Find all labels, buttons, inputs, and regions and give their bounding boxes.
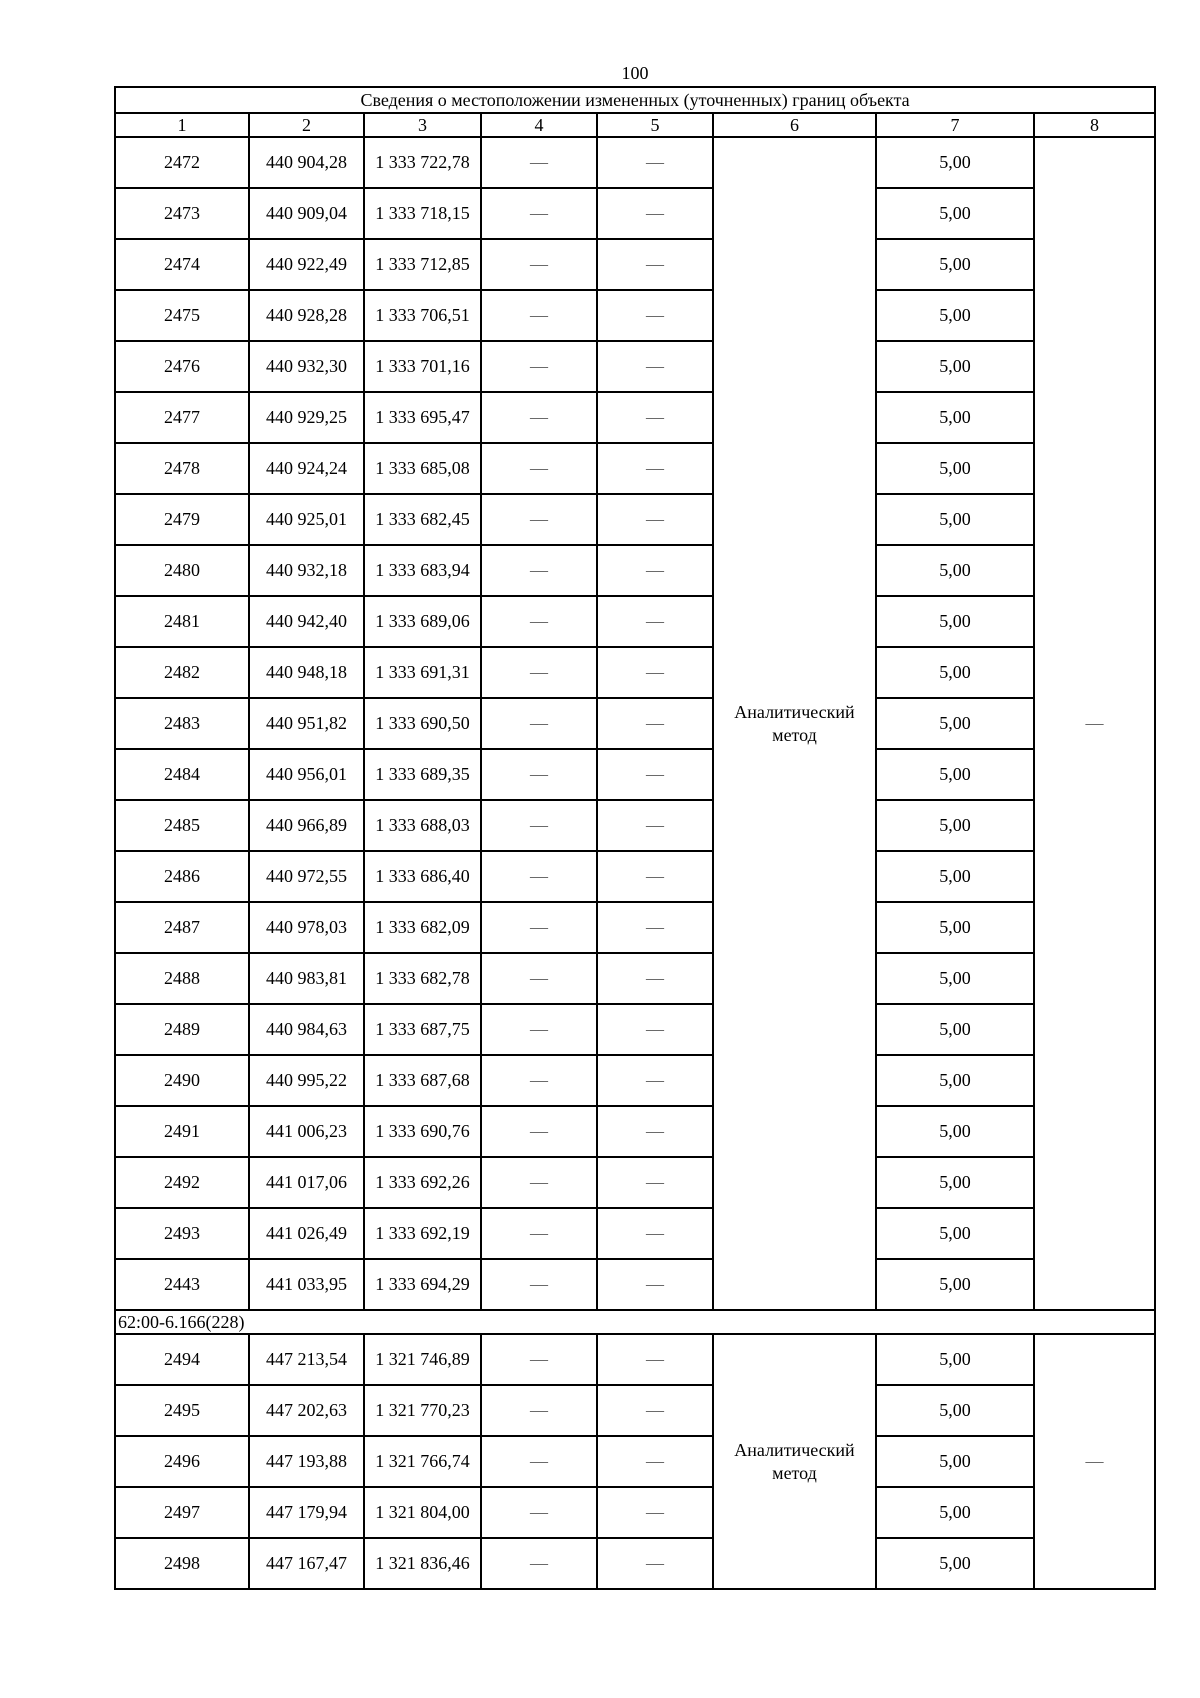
accuracy-cell: 5,00 (876, 698, 1034, 749)
point-number-cell: 2484 (115, 749, 249, 800)
table-row (115, 1259, 1155, 1310)
table-row (115, 1157, 1155, 1208)
y-coordinate-cell: 1 333 712,85 (364, 239, 481, 290)
column-5-cell: — (597, 698, 713, 749)
accuracy-cell: 5,00 (876, 1157, 1034, 1208)
column-5-cell: — (597, 851, 713, 902)
column-4-cell: — (481, 1334, 597, 1385)
x-coordinate-cell: 440 942,40 (249, 596, 364, 647)
column-4-cell: — (481, 851, 597, 902)
table-row (115, 137, 1155, 188)
column-5-cell: — (597, 1055, 713, 1106)
accuracy-cell: 5,00 (876, 290, 1034, 341)
y-coordinate-cell: 1 333 694,29 (364, 1259, 481, 1310)
y-coordinate-cell: 1 333 682,09 (364, 902, 481, 953)
column-4-cell: — (481, 1385, 597, 1436)
accuracy-cell: 5,00 (876, 851, 1034, 902)
table-row (115, 647, 1155, 698)
method-cell: Аналитический метод (713, 1334, 876, 1589)
point-number-cell: 2474 (115, 239, 249, 290)
table-row (115, 1385, 1155, 1436)
x-coordinate-cell: 440 924,24 (249, 443, 364, 494)
accuracy-cell: 5,00 (876, 800, 1034, 851)
y-coordinate-cell: 1 333 689,35 (364, 749, 481, 800)
column-5-cell: — (597, 137, 713, 188)
point-number-cell: 2473 (115, 188, 249, 239)
column-5-cell: — (597, 1208, 713, 1259)
y-coordinate-cell: 1 333 706,51 (364, 290, 481, 341)
column-4-cell: — (481, 698, 597, 749)
accuracy-cell: 5,00 (876, 1334, 1034, 1385)
y-coordinate-cell: 1 333 718,15 (364, 188, 481, 239)
column-4-cell: — (481, 494, 597, 545)
column-5-cell: — (597, 800, 713, 851)
table-row (115, 1436, 1155, 1487)
point-number-cell: 2490 (115, 1055, 249, 1106)
point-number-cell: 2493 (115, 1208, 249, 1259)
column-5-cell: — (597, 749, 713, 800)
column-4-cell: — (481, 800, 597, 851)
table-row (115, 239, 1155, 290)
table-row (115, 290, 1155, 341)
x-coordinate-cell: 441 026,49 (249, 1208, 364, 1259)
point-number-cell: 2495 (115, 1385, 249, 1436)
y-coordinate-cell: 1 333 692,26 (364, 1157, 481, 1208)
column-5-cell: — (597, 1157, 713, 1208)
point-number-cell: 2476 (115, 341, 249, 392)
y-coordinate-cell: 1 333 686,40 (364, 851, 481, 902)
y-coordinate-cell: 1 321 766,74 (364, 1436, 481, 1487)
x-coordinate-cell: 440 983,81 (249, 953, 364, 1004)
accuracy-cell: 5,00 (876, 1004, 1034, 1055)
y-coordinate-cell: 1 321 804,00 (364, 1487, 481, 1538)
point-number-cell: 2497 (115, 1487, 249, 1538)
x-coordinate-cell: 440 932,18 (249, 545, 364, 596)
column-4-cell: — (481, 647, 597, 698)
section-label: 62:00-6.166(228) (115, 1310, 1155, 1334)
table-row (115, 1487, 1155, 1538)
accuracy-cell: 5,00 (876, 1259, 1034, 1310)
accuracy-cell: 5,00 (876, 1055, 1034, 1106)
table-row (115, 1004, 1155, 1055)
table-row (115, 1538, 1155, 1589)
column-4-cell: — (481, 1208, 597, 1259)
column-number-3: 3 (364, 113, 481, 137)
table-row (115, 749, 1155, 800)
accuracy-cell: 5,00 (876, 902, 1034, 953)
y-coordinate-cell: 1 333 695,47 (364, 392, 481, 443)
column-5-cell: — (597, 1385, 713, 1436)
accuracy-cell: 5,00 (876, 647, 1034, 698)
y-coordinate-cell: 1 333 689,06 (364, 596, 481, 647)
column-number-6: 6 (713, 113, 876, 137)
point-number-cell: 2478 (115, 443, 249, 494)
accuracy-cell: 5,00 (876, 1208, 1034, 1259)
y-coordinate-cell: 1 333 682,78 (364, 953, 481, 1004)
y-coordinate-cell: 1 333 692,19 (364, 1208, 481, 1259)
column-4-cell: — (481, 749, 597, 800)
x-coordinate-cell: 440 904,28 (249, 137, 364, 188)
table-row (115, 1334, 1155, 1385)
y-coordinate-cell: 1 333 691,31 (364, 647, 481, 698)
table-row (115, 698, 1155, 749)
y-coordinate-cell: 1 333 690,76 (364, 1106, 481, 1157)
point-number-cell: 2481 (115, 596, 249, 647)
column-5-cell: — (597, 443, 713, 494)
table-row (115, 1055, 1155, 1106)
y-coordinate-cell: 1 333 701,16 (364, 341, 481, 392)
y-coordinate-cell: 1 333 683,94 (364, 545, 481, 596)
column-number-4: 4 (481, 113, 597, 137)
point-number-cell: 2486 (115, 851, 249, 902)
y-coordinate-cell: 1 333 687,75 (364, 1004, 481, 1055)
accuracy-cell: 5,00 (876, 137, 1034, 188)
method-cell: Аналитический метод (713, 137, 876, 1310)
column-4-cell: — (481, 188, 597, 239)
point-number-cell: 2496 (115, 1436, 249, 1487)
y-coordinate-cell: 1 321 770,23 (364, 1385, 481, 1436)
table-title: Сведения о местоположении измененных (уточненных) границ объекта (115, 87, 1155, 113)
table-row (115, 341, 1155, 392)
accuracy-cell: 5,00 (876, 239, 1034, 290)
column-4-cell: — (481, 596, 597, 647)
column-5-cell: — (597, 1004, 713, 1055)
point-number-cell: 2489 (115, 1004, 249, 1055)
section-label-row (115, 1310, 1155, 1334)
accuracy-cell: 5,00 (876, 1385, 1034, 1436)
accuracy-cell: 5,00 (876, 1538, 1034, 1589)
column-5-cell: — (597, 1106, 713, 1157)
table-row (115, 1106, 1155, 1157)
column-number-5: 5 (597, 113, 713, 137)
accuracy-cell: 5,00 (876, 953, 1034, 1004)
point-number-cell: 2492 (115, 1157, 249, 1208)
column-4-cell: — (481, 1106, 597, 1157)
y-coordinate-cell: 1 333 687,68 (364, 1055, 481, 1106)
column-4-cell: — (481, 1487, 597, 1538)
column-5-cell: — (597, 494, 713, 545)
accuracy-cell: 5,00 (876, 1436, 1034, 1487)
column-5-cell: — (597, 1334, 713, 1385)
accuracy-cell: 5,00 (876, 494, 1034, 545)
column-4-cell: — (481, 953, 597, 1004)
x-coordinate-cell: 447 213,54 (249, 1334, 364, 1385)
point-number-cell: 2479 (115, 494, 249, 545)
column-5-cell: — (597, 1436, 713, 1487)
column-4-cell: — (481, 239, 597, 290)
x-coordinate-cell: 440 951,82 (249, 698, 364, 749)
x-coordinate-cell: 447 193,88 (249, 1436, 364, 1487)
column-4-cell: — (481, 443, 597, 494)
table-row (115, 443, 1155, 494)
x-coordinate-cell: 440 972,55 (249, 851, 364, 902)
column-number-7: 7 (876, 113, 1034, 137)
x-coordinate-cell: 447 167,47 (249, 1538, 364, 1589)
column-4-cell: — (481, 1157, 597, 1208)
point-number-cell: 2485 (115, 800, 249, 851)
table-row (115, 1208, 1155, 1259)
point-number-cell: 2475 (115, 290, 249, 341)
column-5-cell: — (597, 545, 713, 596)
table-row (115, 188, 1155, 239)
column-number-1: 1 (115, 113, 249, 137)
column-4-cell: — (481, 392, 597, 443)
x-coordinate-cell: 440 995,22 (249, 1055, 364, 1106)
point-number-cell: 2443 (115, 1259, 249, 1310)
table-row (115, 392, 1155, 443)
boundary-coordinates-table (114, 86, 1156, 1590)
table-row (115, 596, 1155, 647)
column-8-cell: — (1034, 137, 1155, 1310)
y-coordinate-cell: 1 333 722,78 (364, 137, 481, 188)
table-row (115, 902, 1155, 953)
accuracy-cell: 5,00 (876, 596, 1034, 647)
point-number-cell: 2487 (115, 902, 249, 953)
column-4-cell: — (481, 1004, 597, 1055)
page-number: 100 (621, 63, 649, 83)
column-5-cell: — (597, 290, 713, 341)
column-5-cell: — (597, 341, 713, 392)
point-number-cell: 2488 (115, 953, 249, 1004)
x-coordinate-cell: 440 928,28 (249, 290, 364, 341)
column-number-row (115, 113, 1155, 137)
column-4-cell: — (481, 1436, 597, 1487)
x-coordinate-cell: 440 925,01 (249, 494, 364, 545)
table-row (115, 494, 1155, 545)
column-4-cell: — (481, 902, 597, 953)
table-row (115, 953, 1155, 1004)
column-5-cell: — (597, 596, 713, 647)
column-5-cell: — (597, 1487, 713, 1538)
column-4-cell: — (481, 545, 597, 596)
point-number-cell: 2498 (115, 1538, 249, 1589)
x-coordinate-cell: 447 179,94 (249, 1487, 364, 1538)
column-5-cell: — (597, 239, 713, 290)
point-number-cell: 2477 (115, 392, 249, 443)
accuracy-cell: 5,00 (876, 749, 1034, 800)
column-5-cell: — (597, 1259, 713, 1310)
accuracy-cell: 5,00 (876, 443, 1034, 494)
x-coordinate-cell: 440 929,25 (249, 392, 364, 443)
x-coordinate-cell: 440 984,63 (249, 1004, 364, 1055)
x-coordinate-cell: 440 966,89 (249, 800, 364, 851)
column-4-cell: — (481, 1259, 597, 1310)
accuracy-cell: 5,00 (876, 392, 1034, 443)
x-coordinate-cell: 441 017,06 (249, 1157, 364, 1208)
column-5-cell: — (597, 392, 713, 443)
point-number-cell: 2482 (115, 647, 249, 698)
x-coordinate-cell: 441 006,23 (249, 1106, 364, 1157)
y-coordinate-cell: 1 333 688,03 (364, 800, 481, 851)
accuracy-cell: 5,00 (876, 1106, 1034, 1157)
x-coordinate-cell: 440 932,30 (249, 341, 364, 392)
column-5-cell: — (597, 1538, 713, 1589)
x-coordinate-cell: 447 202,63 (249, 1385, 364, 1436)
column-4-cell: — (481, 341, 597, 392)
y-coordinate-cell: 1 333 690,50 (364, 698, 481, 749)
point-number-cell: 2494 (115, 1334, 249, 1385)
x-coordinate-cell: 440 978,03 (249, 902, 364, 953)
y-coordinate-cell: 1 333 685,08 (364, 443, 481, 494)
column-5-cell: — (597, 188, 713, 239)
y-coordinate-cell: 1 321 836,46 (364, 1538, 481, 1589)
column-4-cell: — (481, 1538, 597, 1589)
accuracy-cell: 5,00 (876, 545, 1034, 596)
y-coordinate-cell: 1 333 682,45 (364, 494, 481, 545)
accuracy-cell: 5,00 (876, 1487, 1034, 1538)
point-number-cell: 2491 (115, 1106, 249, 1157)
column-5-cell: — (597, 902, 713, 953)
column-5-cell: — (597, 647, 713, 698)
table-row (115, 545, 1155, 596)
x-coordinate-cell: 440 909,04 (249, 188, 364, 239)
x-coordinate-cell: 440 922,49 (249, 239, 364, 290)
point-number-cell: 2480 (115, 545, 249, 596)
column-4-cell: — (481, 1055, 597, 1106)
table-row (115, 851, 1155, 902)
column-number-8: 8 (1034, 113, 1155, 137)
table-row (115, 800, 1155, 851)
column-5-cell: — (597, 953, 713, 1004)
x-coordinate-cell: 440 948,18 (249, 647, 364, 698)
point-number-cell: 2483 (115, 698, 249, 749)
point-number-cell: 2472 (115, 137, 249, 188)
accuracy-cell: 5,00 (876, 188, 1034, 239)
y-coordinate-cell: 1 321 746,89 (364, 1334, 481, 1385)
accuracy-cell: 5,00 (876, 341, 1034, 392)
x-coordinate-cell: 440 956,01 (249, 749, 364, 800)
column-8-cell: — (1034, 1334, 1155, 1589)
column-4-cell: — (481, 137, 597, 188)
x-coordinate-cell: 441 033,95 (249, 1259, 364, 1310)
column-4-cell: — (481, 290, 597, 341)
column-number-2: 2 (249, 113, 364, 137)
